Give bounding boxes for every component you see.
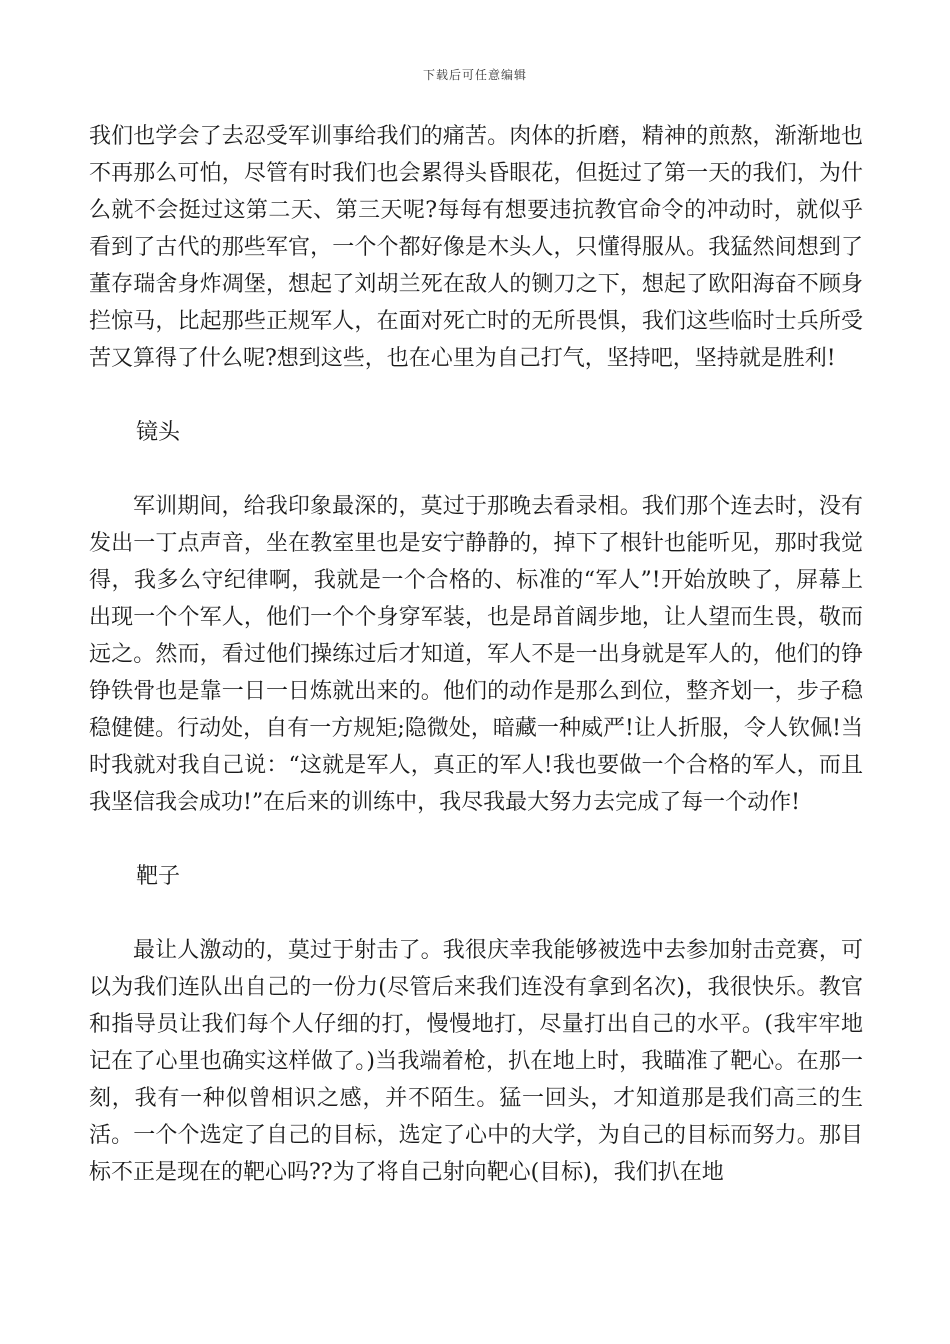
document-body xyxy=(89,118,863,1191)
paragraph-video: 军训期间，给我印象最深的，莫过于那晚去看录相。我们那个连去时，没有发出一丁点声音，坐在教室里也是安宁静静的，掉下了根针也能听见，那时我觉得，我多么守纪律啊，我就是一个合格的、标准的“军人”!开始放映了，屏幕上出现一个个军人，他们一个个身穿军装，也是昂首阔步地，让人望而生畏，敬而远之。然而，看过他们操练过后才知道，军人不是一出身就是军人的，他们的铮铮铁骨也是靠一日一日炼就出来的。他们的动作是那么到位，整齐划一，步子稳稳健健。行动处，自有一方规矩;隐微处，暗藏一种威严!让人折服，令人钦佩!当时我就对我自己说：“这就是军人，真正的军人!我也要做一个合格的军人，而且我坚信我会成功!”在后来的训练中，我尽我最大努力去完成了每一个动作! xyxy=(89,494,863,815)
paragraph-endurance: 我们也学会了去忍受军训事给我们的痛苦。肉体的折磨，精神的煎熬，渐渐地也不再那么可怕，尽管有时我们也会累得头昏眼花，但挺过了第一天的我们，为什么就不会挺过这第二天、第三天呢?每每有想要违抗教官命令的冲动时，就似乎看到了古代的那些军官，一个个都好像是木头人，只懂得服从。我猛然间想到了董存瑞舍身炸凋堡，想起了刘胡兰死在敌人的铡刀之下，想起了欧阳海奋不顾身拦惊马，比起那些正规军人，在面对死亡时的无所畏惧，我们这些临时士兵所受苦又算得了什么呢?想到这些，也在心里为自己打气，坚持吧，坚持就是胜利! xyxy=(89,124,863,371)
paragraph-shooting: 最让人激动的，莫过于射击了。我很庆幸我能够被选中去参加射击竞赛，可以为我们连队出自己的一份力(尽管后来我们连没有拿到名次)，我很快乐。教官和指导员让我们每个人仔细的打，慢慢地打，尽量打出自己的水平。(我牢牢地记在了心里也确实这样做了。)当我端着枪，扒在地上时，我瞄准了靶心。在那一刻，我有一种似曾相识之感，并不陌生。猛一回头，才知道那是我们高三的生活。一个个选定了自己的目标，选定了心中的大学，为自己的目标而努力。那目标不正是现在的靶心吗??为了将自己射向靶心(目标)，我们扒在地 xyxy=(89,938,863,1185)
page-header: 下载后可任意编辑 xyxy=(422,68,527,82)
section-heading-target: 靶子 xyxy=(136,864,181,889)
section-heading-lens: 镜头 xyxy=(136,420,181,445)
